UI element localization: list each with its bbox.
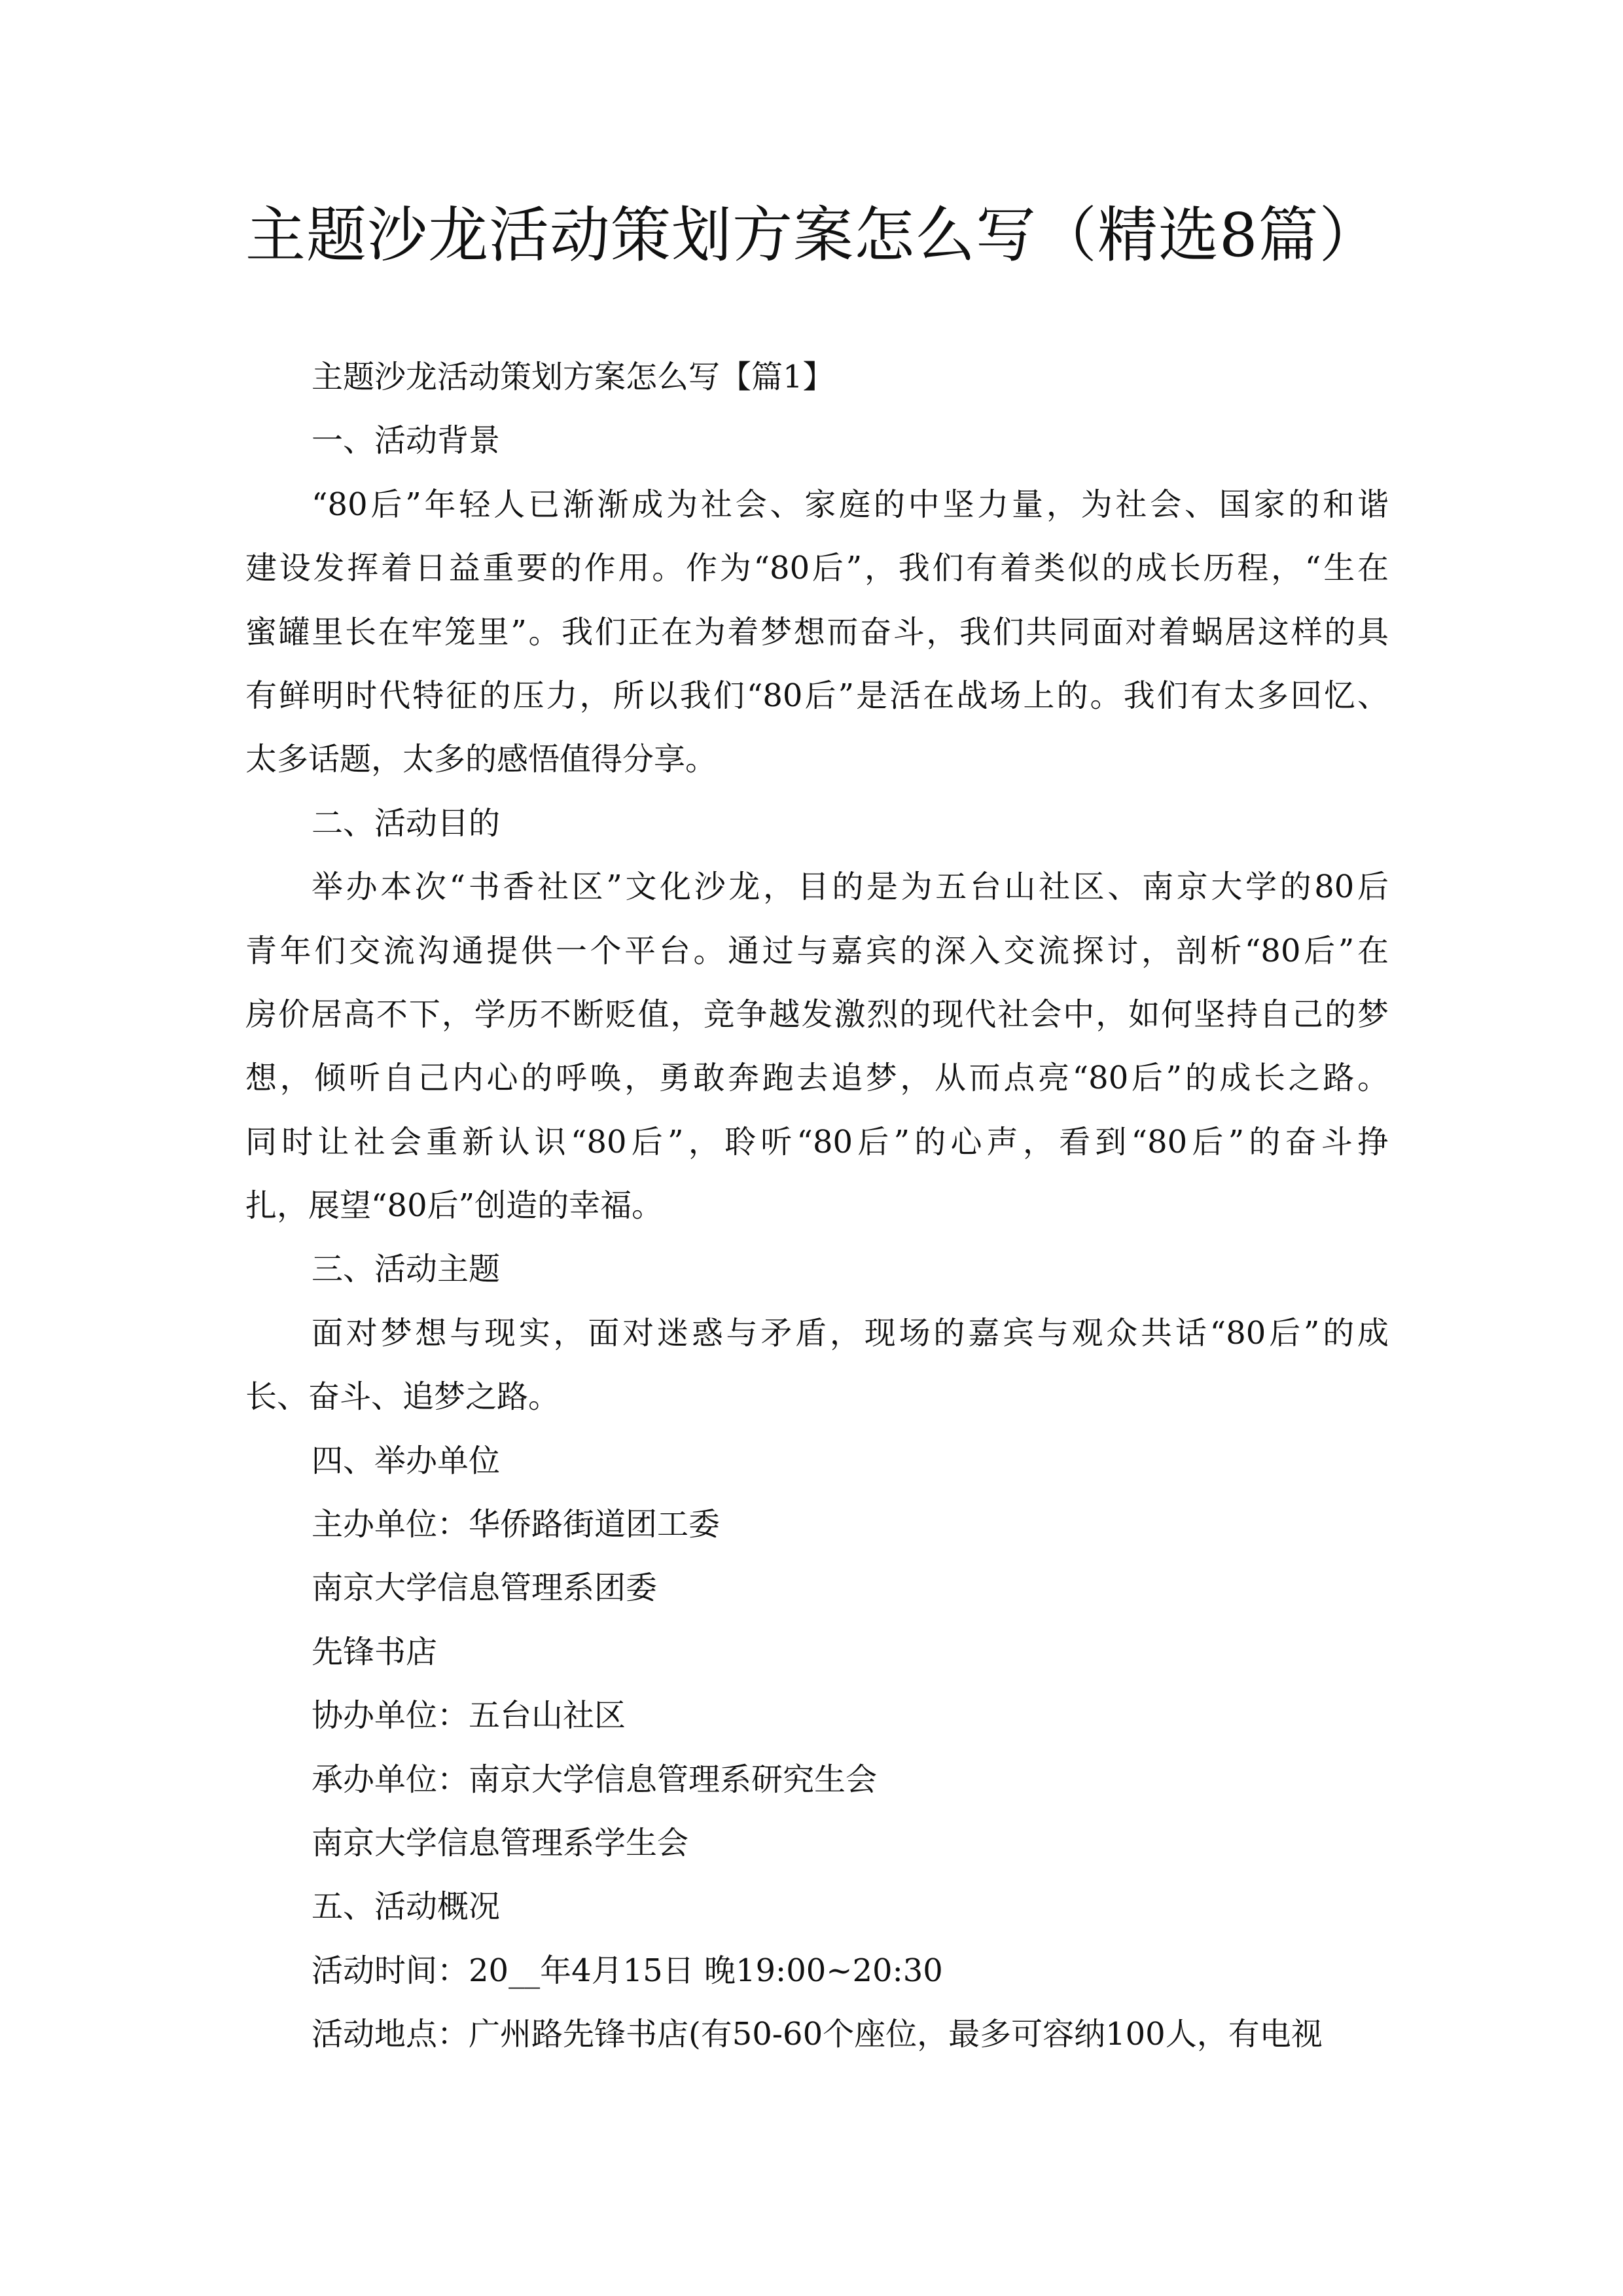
text-line: 二、活动目的	[312, 804, 501, 842]
paragraph-line: 青年们交流沟通提供一个平台。通过与嘉宾的深入交流探讨，剖析“80后”在	[245, 932, 1389, 969]
paragraph-line: 长、奋斗、追梦之路。	[245, 1378, 560, 1416]
document-title: 主题沙龙活动策划方案怎么写（精选8篇）	[245, 200, 1380, 270]
paragraph-line: 太多话题，太多的感悟值得分享。	[245, 741, 717, 778]
paragraph-line: 房价居高不下，学历不断贬值，竞争越发激烈的现代社会中，如何坚持自己的梦	[245, 996, 1389, 1033]
paragraph-line: 扎，展望“80后”创造的幸福。	[245, 1187, 664, 1225]
text-line: 五、活动概况	[312, 1888, 501, 1926]
paragraph-line: 蜜罐里长在牢笼里”。我们正在为着梦想而奋斗，我们共同面对着蜗居这样的具	[245, 613, 1389, 651]
paragraph-line: 面对梦想与现实，面对迷惑与矛盾，现场的嘉宾与观众共话“80后”的成	[312, 1314, 1389, 1352]
paragraph-line: 想，倾听自己内心的呼唤，勇敢奔跑去追梦，从而点亮“80后”的成长之路。	[245, 1060, 1389, 1097]
text-line: 承办单位：南京大学信息管理系研究生会	[312, 1761, 878, 1798]
text-line: 三、活动主题	[312, 1251, 501, 1288]
text-line: 先锋书店	[312, 1633, 438, 1670]
text-line: 主题沙龙活动策划方案怎么写【篇1】	[312, 359, 834, 395]
text-line: 南京大学信息管理系学生会	[312, 1824, 689, 1861]
text-line: 协办单位：五台山社区	[312, 1697, 626, 1734]
paragraph-line: “80后”年轻人已渐渐成为社会、家庭的中坚力量，为社会、国家的和谐	[312, 486, 1389, 523]
text-line: 南京大学信息管理系团委	[312, 1570, 658, 1607]
text-line: 四、举办单位	[312, 1442, 501, 1479]
text-line: 主办单位：华侨路街道团工委	[312, 1506, 721, 1543]
paragraph-line: 同时让社会重新认识“80后”，聆听“80后”的心声，看到“80后”的奋斗挣	[245, 1123, 1389, 1160]
text-line: 活动时间：20__年4月15日 晚19:00~20:30	[312, 1952, 943, 1989]
paragraph-line: 举办本次“书香社区”文化沙龙，目的是为五台山社区、南京大学的80后	[312, 869, 1389, 906]
text-line: 一、活动背景	[312, 422, 501, 459]
paragraph-line: 建设发挥着日益重要的作用。作为“80后”，我们有着类似的成长历程，“生在	[245, 550, 1389, 587]
text-line: 活动地点：广州路先锋书店(有50-60个座位，最多可容纳100人，有电视	[312, 2016, 1323, 2053]
document-body	[245, 346, 1389, 2067]
paragraph-line: 有鲜明时代特征的压力，所以我们“80后”是活在战场上的。我们有太多回忆、	[245, 677, 1389, 714]
